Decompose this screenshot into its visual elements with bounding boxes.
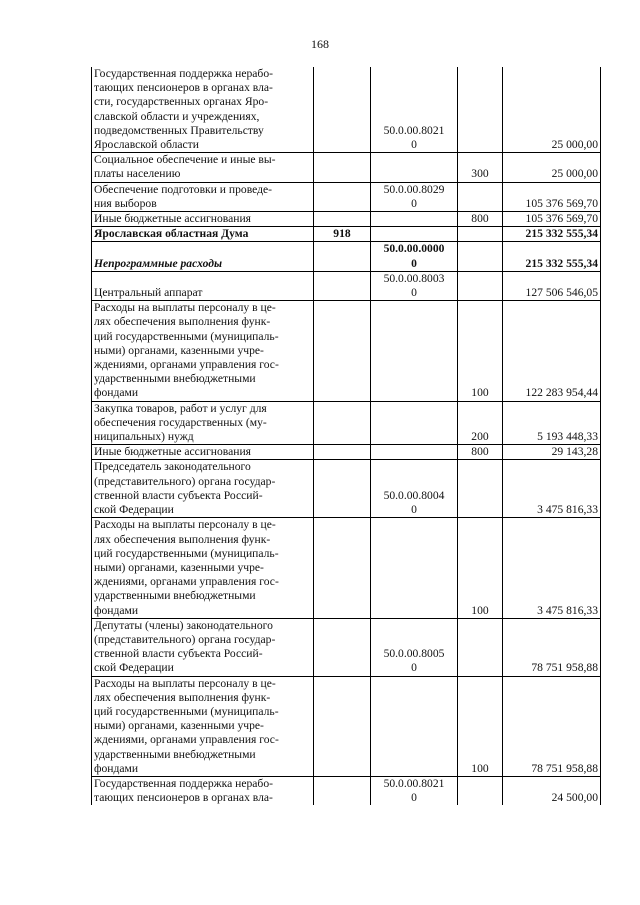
row-amount-cell: 25 000,00 — [503, 67, 601, 153]
row-target-code-cell — [371, 227, 458, 242]
row-expense-type-cell — [458, 182, 503, 211]
row-target-code-cell: 50.0.00.0000 0 — [371, 242, 458, 271]
row-amount-cell: 25 000,00 — [503, 153, 601, 182]
table-row — [92, 182, 601, 211]
row-expense-type-cell — [458, 460, 503, 518]
row-name-cell: Расходы на выплаты персоналу в це- лях обеспечения выполнения функ- ций государственными (муниципаль- ными) органами, казенными учре- ждениями, органами управления гос- ударственными внебюджетными фондами — [92, 676, 314, 776]
row-department-cell — [314, 182, 371, 211]
table-row — [92, 212, 601, 227]
row-expense-type-cell: 100 — [458, 518, 503, 618]
row-department-cell — [314, 153, 371, 182]
row-department-cell — [314, 271, 371, 300]
table-row — [92, 271, 601, 300]
row-name-cell: Ярославская областная Дума — [92, 227, 314, 242]
page-number: 168 — [311, 37, 329, 51]
row-name-cell: Социальное обеспечение и иные вы- платы населению — [92, 153, 314, 182]
row-target-code-cell: 50.0.00.8029 0 — [371, 182, 458, 211]
row-expense-type-cell: 800 — [458, 445, 503, 460]
budget-table — [91, 67, 601, 805]
row-department-cell — [314, 401, 371, 445]
row-amount-cell: 215 332 555,34 — [503, 227, 601, 242]
table-row — [92, 618, 601, 676]
row-target-code-cell: 50.0.00.8021 0 — [371, 67, 458, 153]
row-amount-cell: 127 506 546,05 — [503, 271, 601, 300]
row-expense-type-cell — [458, 227, 503, 242]
row-name-cell: Депутаты (члены) законодательного (представительного) органа государ- ственной власти субъекта Россий- ской Федерации — [92, 618, 314, 676]
row-target-code-cell — [371, 301, 458, 401]
table-row — [92, 242, 601, 271]
row-department-cell — [314, 460, 371, 518]
row-amount-cell: 78 751 958,88 — [503, 618, 601, 676]
row-expense-type-cell — [458, 242, 503, 271]
table-row — [92, 460, 601, 518]
row-target-code-cell — [371, 212, 458, 227]
row-target-code-cell — [371, 676, 458, 776]
row-department-cell: 918 — [314, 227, 371, 242]
table-row — [92, 518, 601, 618]
row-amount-cell: 3 475 816,33 — [503, 460, 601, 518]
row-expense-type-cell: 200 — [458, 401, 503, 445]
row-expense-type-cell: 800 — [458, 212, 503, 227]
row-amount-cell: 105 376 569,70 — [503, 182, 601, 211]
row-expense-type-cell: 100 — [458, 676, 503, 776]
row-department-cell — [314, 518, 371, 618]
table-row — [92, 301, 601, 401]
row-target-code-cell — [371, 518, 458, 618]
row-expense-type-cell — [458, 776, 503, 805]
row-name-cell: Обеспечение подготовки и проведе- ния выборов — [92, 182, 314, 211]
row-department-cell — [314, 67, 371, 153]
row-department-cell — [314, 301, 371, 401]
row-amount-cell: 24 500,00 — [503, 776, 601, 805]
row-name-cell: Иные бюджетные ассигнования — [92, 445, 314, 460]
row-name-cell: Государственная поддержка нерабо- тающих пенсионеров в органах вла- сти, государственных органах Яро- славской области и учреждениях, подведомственных Правительству Ярославской области — [92, 67, 314, 153]
table-row — [92, 227, 601, 242]
row-name-cell: Председатель законодательного (представительного) органа государ- ственной власти субъекта Россий- ской Федерации — [92, 460, 314, 518]
table-row — [92, 153, 601, 182]
row-target-code-cell: 50.0.00.8021 0 — [371, 776, 458, 805]
row-amount-cell: 78 751 958,88 — [503, 676, 601, 776]
row-target-code-cell: 50.0.00.8003 0 — [371, 271, 458, 300]
row-expense-type-cell — [458, 67, 503, 153]
table-row — [92, 401, 601, 445]
row-name-cell: Центральный аппарат — [92, 271, 314, 300]
row-amount-cell: 215 332 555,34 — [503, 242, 601, 271]
row-amount-cell: 29 143,28 — [503, 445, 601, 460]
row-expense-type-cell: 300 — [458, 153, 503, 182]
row-expense-type-cell — [458, 618, 503, 676]
row-amount-cell: 122 283 954,44 — [503, 301, 601, 401]
row-amount-cell: 3 475 816,33 — [503, 518, 601, 618]
table-row — [92, 676, 601, 776]
row-target-code-cell — [371, 445, 458, 460]
row-department-cell — [314, 242, 371, 271]
table-row — [92, 445, 601, 460]
row-department-cell — [314, 445, 371, 460]
row-amount-cell: 5 193 448,33 — [503, 401, 601, 445]
row-expense-type-cell — [458, 271, 503, 300]
table-row — [92, 67, 601, 153]
row-department-cell — [314, 212, 371, 227]
table-row — [92, 776, 601, 805]
row-amount-cell: 105 376 569,70 — [503, 212, 601, 227]
row-name-cell: Государственная поддержка нерабо- тающих пенсионеров в органах вла- — [92, 776, 314, 805]
row-department-cell — [314, 676, 371, 776]
row-name-cell: Непрограммные расходы — [92, 242, 314, 271]
row-department-cell — [314, 776, 371, 805]
row-department-cell — [314, 618, 371, 676]
row-name-cell: Иные бюджетные ассигнования — [92, 212, 314, 227]
row-name-cell: Расходы на выплаты персоналу в це- лях обеспечения выполнения функ- ций государственными (муниципаль- ными) органами, казенными учре- ждениями, органами управления гос- ударственными внебюджетными фондами — [92, 301, 314, 401]
row-name-cell: Закупка товаров, работ и услуг для обеспечения государственных (му- ниципальных) нужд — [92, 401, 314, 445]
row-expense-type-cell: 100 — [458, 301, 503, 401]
row-target-code-cell: 50.0.00.8005 0 — [371, 618, 458, 676]
row-target-code-cell: 50.0.00.8004 0 — [371, 460, 458, 518]
row-target-code-cell — [371, 153, 458, 182]
row-target-code-cell — [371, 401, 458, 445]
row-name-cell: Расходы на выплаты персоналу в це- лях обеспечения выполнения функ- ций государственными (муниципаль- ными) органами, казенными учре- ждениями, органами управления гос- ударственными внебюджетными фондами — [92, 518, 314, 618]
